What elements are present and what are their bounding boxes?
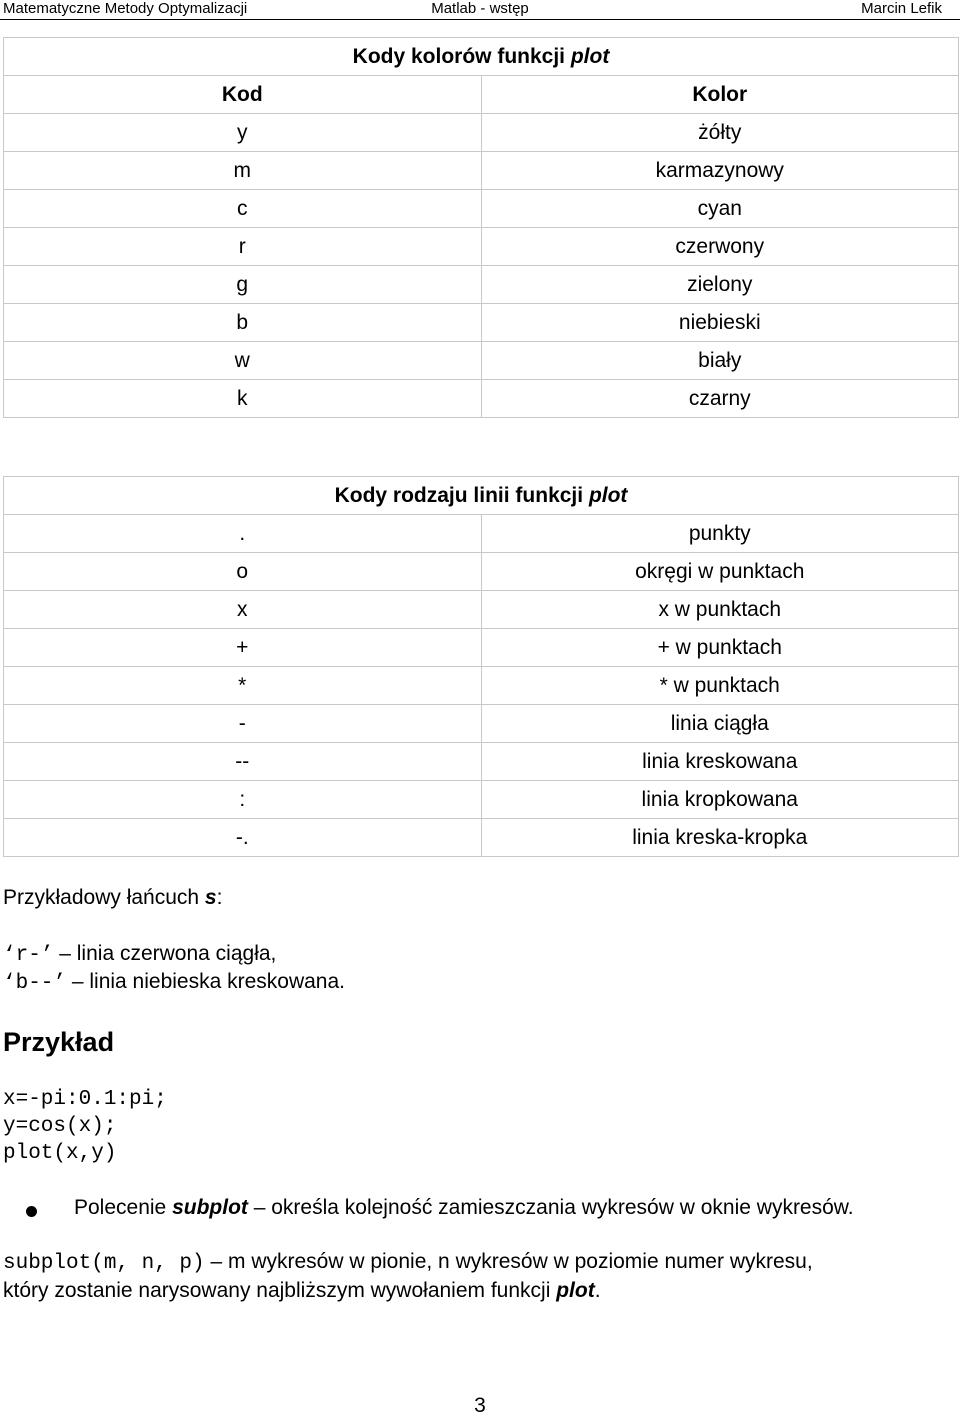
line-table-title: Kody rodzaju linii funkcji plot bbox=[4, 477, 959, 515]
color-code: g bbox=[4, 266, 482, 304]
color-code: m bbox=[4, 152, 482, 190]
line-code: - bbox=[4, 705, 482, 743]
table-row bbox=[4, 553, 959, 591]
table-header-row bbox=[4, 76, 959, 114]
color-table-title: Kody kolorów funkcji plot bbox=[4, 38, 959, 76]
table-row bbox=[4, 743, 959, 781]
line-code: . bbox=[4, 515, 482, 553]
table-row bbox=[4, 819, 959, 857]
example-code bbox=[3, 1086, 167, 1167]
table-row bbox=[4, 667, 959, 705]
line-code: : bbox=[4, 781, 482, 819]
table-row bbox=[4, 266, 959, 304]
page-number: 3 bbox=[474, 1394, 486, 1417]
color-name: żółty bbox=[481, 114, 959, 152]
col-header-code: Kod bbox=[4, 76, 482, 114]
line-name: * w punktach bbox=[481, 667, 959, 705]
line-codes-table bbox=[3, 476, 959, 857]
header-course: Matematyczne Metody Optymalizacji bbox=[3, 0, 248, 17]
color-name: niebieski bbox=[481, 304, 959, 342]
code-snippet: ‘r-’ bbox=[3, 944, 54, 967]
table-row bbox=[4, 114, 959, 152]
example-string-label: Przykładowy łańcuch s: bbox=[3, 886, 223, 909]
table-title-row bbox=[4, 477, 959, 515]
line-code: -. bbox=[4, 819, 482, 857]
color-name: czarny bbox=[481, 380, 959, 418]
line-code: o bbox=[4, 553, 482, 591]
code-snippet: subplot(m, n, p) bbox=[3, 1252, 205, 1275]
table-row bbox=[4, 705, 959, 743]
code-line: plot(x,y) bbox=[3, 1142, 117, 1165]
table-row bbox=[4, 380, 959, 418]
line-code: * bbox=[4, 667, 482, 705]
line-name: punkty bbox=[481, 515, 959, 553]
line-name: x w punktach bbox=[481, 591, 959, 629]
code-snippet: ‘b--’ bbox=[3, 972, 67, 995]
table-row bbox=[4, 629, 959, 667]
bullet-icon bbox=[26, 1206, 37, 1217]
table-row bbox=[4, 591, 959, 629]
color-name: biały bbox=[481, 342, 959, 380]
table-row bbox=[4, 781, 959, 819]
table-row bbox=[4, 304, 959, 342]
line-code: + bbox=[4, 629, 482, 667]
header-divider bbox=[0, 19, 960, 20]
table-row bbox=[4, 342, 959, 380]
line-code: x bbox=[4, 591, 482, 629]
example-string-item-1: ‘r-’ – linia czerwona ciągła, bbox=[3, 942, 277, 967]
line-name: okręgi w punktach bbox=[481, 553, 959, 591]
table-row bbox=[4, 515, 959, 553]
color-name: cyan bbox=[481, 190, 959, 228]
color-name: czerwony bbox=[481, 228, 959, 266]
color-name: karmazynowy bbox=[481, 152, 959, 190]
example-heading: Przykład bbox=[3, 1027, 115, 1057]
color-code: w bbox=[4, 342, 482, 380]
col-header-color: Kolor bbox=[481, 76, 959, 114]
color-code: c bbox=[4, 190, 482, 228]
color-code: r bbox=[4, 228, 482, 266]
line-name: linia kreskowana bbox=[481, 743, 959, 781]
header-topic: Matlab - wstęp bbox=[431, 0, 529, 17]
line-code: -- bbox=[4, 743, 482, 781]
header-author: Marcin Lefik bbox=[861, 0, 942, 17]
example-string-item-2: ‘b--’ – linia niebieska kreskowana. bbox=[3, 970, 346, 995]
subplot-desc-line-2: który zostanie narysowany najbliższym wywołaniem funkcji plot. bbox=[3, 1279, 601, 1302]
subplot-desc-line-1: subplot(m, n, p) – m wykresów w pionie, n wykresów w poziomie numer wykresu, bbox=[3, 1250, 813, 1275]
line-name: + w punktach bbox=[481, 629, 959, 667]
table-title-row bbox=[4, 38, 959, 76]
table-row bbox=[4, 228, 959, 266]
line-name: linia ciągła bbox=[481, 705, 959, 743]
code-line: x=-pi:0.1:pi; bbox=[3, 1088, 167, 1111]
color-code: k bbox=[4, 380, 482, 418]
line-name: linia kropkowana bbox=[481, 781, 959, 819]
code-line: y=cos(x); bbox=[3, 1115, 117, 1138]
line-name: linia kreska-kropka bbox=[481, 819, 959, 857]
color-code: y bbox=[4, 114, 482, 152]
color-name: zielony bbox=[481, 266, 959, 304]
color-code: b bbox=[4, 304, 482, 342]
color-codes-table bbox=[3, 37, 959, 418]
table-row bbox=[4, 190, 959, 228]
page-header bbox=[0, 0, 960, 20]
table-row bbox=[4, 152, 959, 190]
